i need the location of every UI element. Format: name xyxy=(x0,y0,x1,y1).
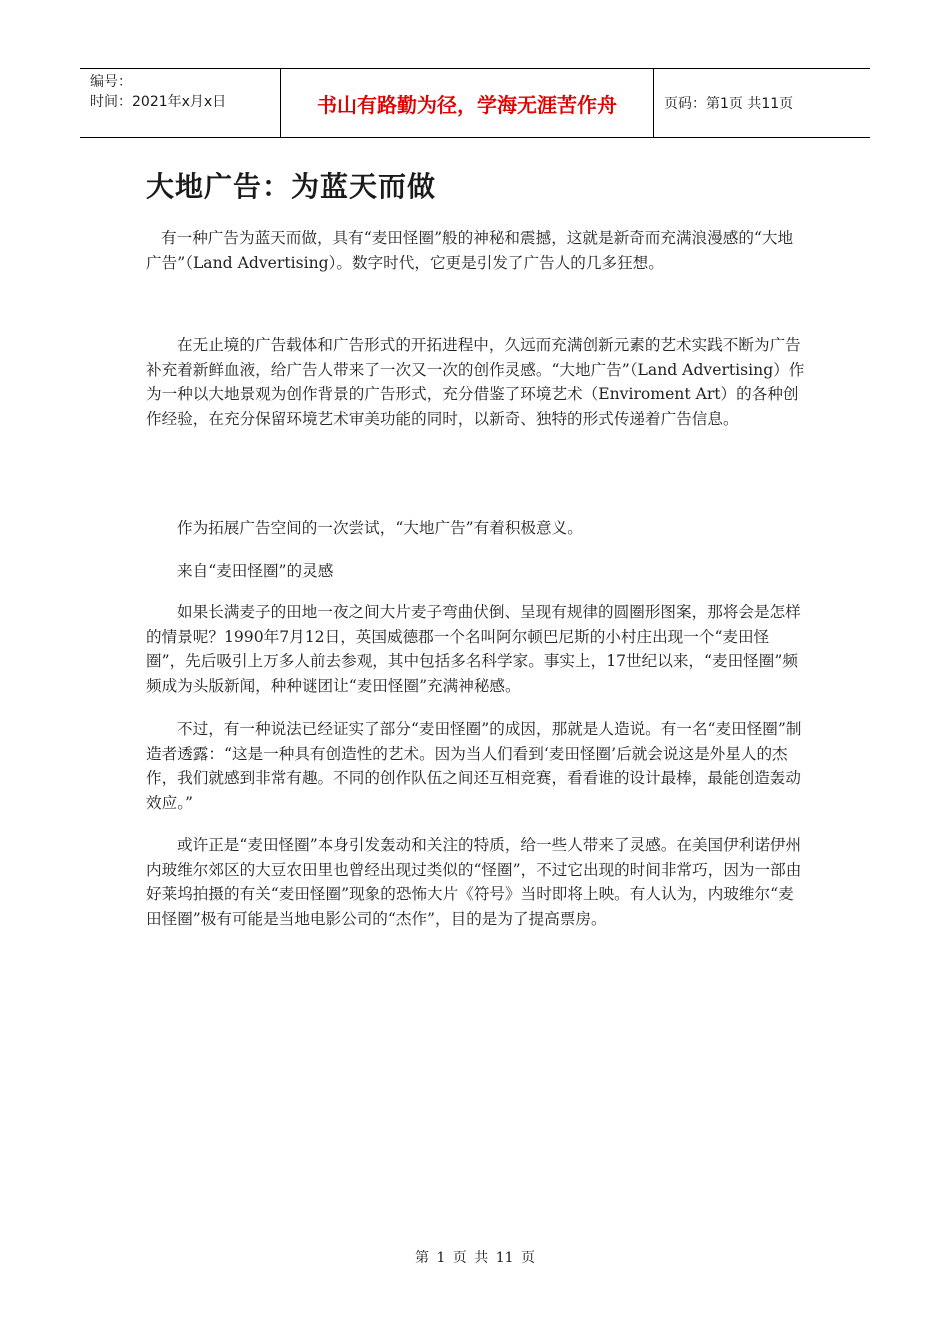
page-footer: 第 1 页 共 11 页 xyxy=(415,1250,535,1266)
header-motto: 书山有路勤为径，学海无涯苦作舟 xyxy=(281,69,654,137)
article-title: 大地广告：为蓝天而做 xyxy=(146,170,437,203)
section-heading-crop-circle: 来自“麦田怪圈”的灵感 xyxy=(177,562,334,580)
document-time-label: 时间：2021年x月x日 xyxy=(90,94,227,110)
paragraph-inspiration: 或许正是“麦田怪圈”本身引发轰动和关注的特质，给一些人带来了灵感。在美国伊利诺伊州内玻维尔郊区的大豆农田里也曾经出现过类似的“怪圈”，不过它出现的时间非常巧，因为一部由好莱坞拍摄的有关“麦田怪圈”现象的恐怖大片《符号》当时即将上映。有人认为，内玻维尔“麦田怪圈”极有可能是当地电影公司的“杰作”，目的是为了提高票房。 xyxy=(146,836,802,928)
paragraph-man-made-theory: 不过，有一种说法已经证实了部分“麦田怪圈”的成因，那就是人造说。有一名“麦田怪圈”制造者透露：“这是一种具有创造性的艺术。因为当人们看到‘麦田怪圈’后就会说这是外星人的杰作，我们就感到非常有趣。不同的创作队伍之间还互相竞赛，看看谁的设计最棒，最能创造轰动效应。” xyxy=(146,720,802,812)
paragraph-significance: 作为拓展广告空间的一次尝试，“大地广告”有着积极意义。 xyxy=(177,519,583,537)
paragraph-background: 在无止境的广告载体和广告形式的开拓进程中，久远而充满创新元素的艺术实践不断为广告补充着新鲜血液，给广告人带来了一次又一次的创作灵感。“大地广告”（Land Advertising）作为一种以大地景观为创作背景的广告形式，充分借鉴了环境艺术（Enviroment Art）的各种创作经验，在充分保留环境艺术审美功能的同时，以新奇、独特的形式传递着广告信息。 xyxy=(146,336,805,428)
paragraph-intro: 有一种广告为蓝天而做，具有“麦田怪圈”般的神秘和震撼，这就是新奇而充满浪漫感的“大地广告”（Land Advertising）。数字时代，它更是引发了广告人的几多狂想。 xyxy=(146,229,794,272)
header-meta-cell xyxy=(80,69,281,137)
document-number-label: 编号： xyxy=(90,74,132,90)
paragraph-crop-circle-history: 如果长满麦子的田地一夜之间大片麦子弯曲伏倒、呈现有规律的圆圈形图案，那将会是怎样的情景呢？1990年7月12日，英国威德郡一个名叫阿尔顿巴尼斯的小村庄出现一个“麦田怪圈”，先后吸引上万多人前去参观，其中包括多名科学家。事实上，17世纪以来，“麦田怪圈”频频成为头版新闻，种种谜团让“麦田怪圈”充满神秘感。 xyxy=(146,603,801,695)
header-table xyxy=(80,68,870,138)
header-page-info: 页码：第1页 共11页 xyxy=(664,96,794,112)
